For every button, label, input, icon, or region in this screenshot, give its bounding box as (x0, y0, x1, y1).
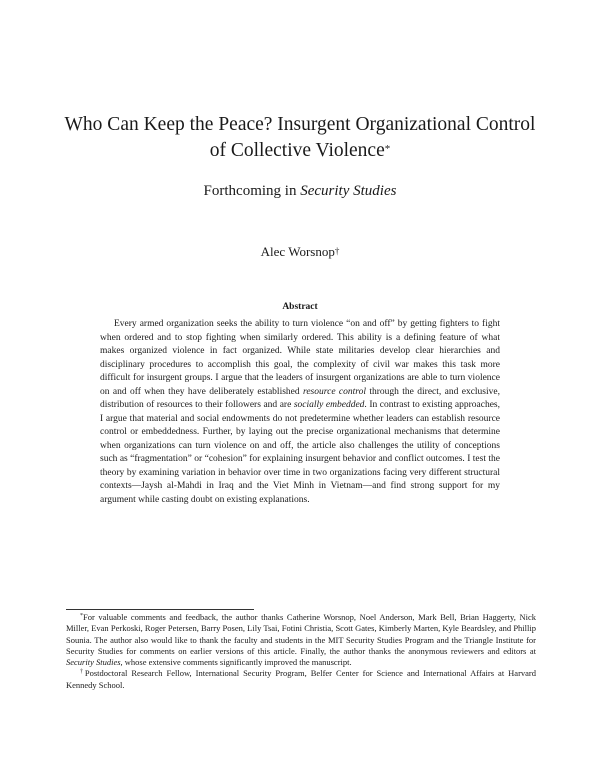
footnote-1-text-1: For valuable comments and feedback, the author thanks Catherine Worsnop, Noel Anderson, Mark Bell, Brian Haggerty, Nick Miller, Evan Perkoski, Roger Petersen, Barry Posen, Lily Tsai, Fotini Christia, Scott Gates, Kimberly Marten, Kyle Beardsley, and Phillip Sounia. The author also would like to thank the faculty and students in the MIT Security Studies Program and the Triangle Institute for Security Studies for comments on earlier versions of this article. Finally, the author thanks the anonymous reviewers and editors at (66, 612, 536, 656)
abstract-heading: Abstract (282, 302, 318, 312)
publication-prefix: Forthcoming in (203, 183, 301, 199)
footnote-acknowledgements (66, 612, 536, 668)
abstract-body (100, 318, 500, 507)
abstract-emphasis-socially-embedded: socially embedded (293, 400, 365, 410)
footnote-2-marker: † (80, 669, 85, 676)
abstract-text-3: . In contrast to existing approaches, I argue that material and social endowments do not predetermine whether leaders can establish resource control or embeddedness. Further, by laying out the precise organizational mechanisms that determine when organizations can turn violence on and off, the article also challenges the utility of conceptions such as “fragmentation” or “cohesion” for explaining insurgent behavior and conflict outcomes. I test the theory by examining variation in behavior over time in two organizations facing very different structural contexts—Jaysh al-Mahdi in Iraq and the Viet Minh in Vietnam—and find strong support for my argument while casting doubt on existing explanations. (100, 400, 501, 505)
footnote-1-text-2: , whose extensive comments significantly improved the manuscript. (120, 657, 352, 668)
footnote-1-journal: Security Studies (66, 657, 121, 668)
footnote-1-marker: * (80, 613, 83, 619)
title-text: Who Can Keep the Peace? Insurgent Organizational Control of Collective Violence (64, 114, 536, 161)
author-line (60, 243, 540, 261)
footnote-affiliation (66, 668, 536, 691)
publication-note (60, 181, 540, 201)
abstract-text-2: through the direct, and exclusive, distribution of resources to their followers and are (100, 386, 500, 410)
paper-title (60, 112, 540, 164)
footnote-2-text: Postdoctoral Research Fellow, International Security Program, Belfer Center for Science and International Affairs at Harvard Kennedy School. (66, 668, 537, 690)
abstract-text-1: Every armed organization seeks the ability to turn violence “on and off” by getting fighters to fight when ordered and to stop fighting when similarly ordered. This ability is a defining feature of what makes organized violence in fact organized. While state militaries develop clear hierarchies and disciplinary procedures to accomplish this goal, the complexity of civil war makes this task more difficult for insurgent groups. I argue that the leaders of insurgent organizations are able to turn violence on and off when they have deliberately established (100, 319, 500, 397)
abstract-emphasis-resource-control: resource control (303, 386, 366, 397)
author-footnote-marker: † (334, 246, 340, 256)
journal-name: Security Studies (300, 183, 397, 199)
title-footnote-marker: * (384, 143, 391, 155)
footnotes (66, 612, 536, 691)
author-name: Alec Worsnop (260, 244, 335, 259)
footnote-divider (66, 609, 254, 610)
